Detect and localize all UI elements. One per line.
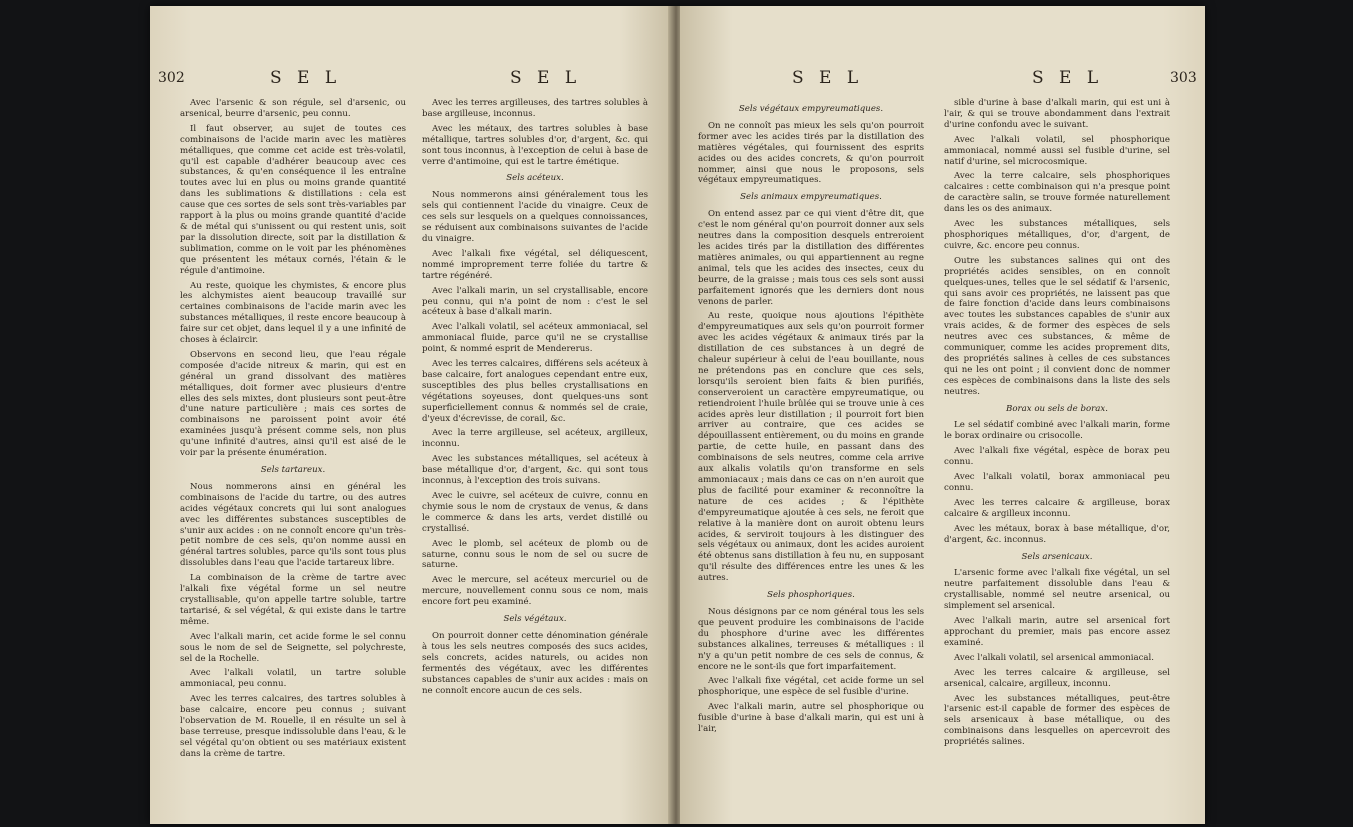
running-head: S E L	[270, 68, 342, 88]
paragraph: Avec l'alkali marin, un sel crystallisable, encore peu connu, qui n'a point de nom : c'est le sel acéteux à base d'alkali marin.	[422, 285, 648, 318]
paragraph: Avec les substances métalliques, peut-être l'arsenic est-il capable de former des espèces de sels arsenicaux à base métallique, ou des combinaisons dans lesquelles on apercevroit des propriétés salines.	[944, 693, 1170, 748]
paragraph: Avec le cuivre, sel acéteux de cuivre, connu en chymie sous le nom de crystaux de venus, & dans le commerce & dans les arts, verdet distillé ou crystallisé.	[422, 491, 648, 534]
book-spread	[150, 6, 1205, 824]
paragraph: Avec le mercure, sel acéteux mercuriel ou de mercure, nouvellement connu sous ce nom, mais encore fort peu examiné.	[422, 575, 648, 608]
section-heading: Sels acéteux.	[506, 173, 564, 184]
paragraph: Nous désignons par ce nom général tous les sels que peuvent produire les combinaisons de l'acide du phosphore d'urine avec les différentes substances alkalines, terreuses & métalliques : il n'y a qu'un petit nombre de ces sels de connus, & encore ne le sont-ils que fort imparfaitement.	[698, 606, 924, 672]
paragraph: Avec les substances métalliques, sel acéteux à base métallique d'or, d'argent, &c. qui sont tous inconnus, à l'exception des trois suivans.	[422, 454, 648, 487]
left-page-header	[150, 68, 672, 90]
paragraph: Au reste, quoique nous ajoutions l'épithète d'empyreumatiques aux sels qu'on pourroit former avec les acides végétaux & animaux tirés par la distillation de ces substances à un degré de chaleur supérieur à celui de l'eau bouillante, nous ne prétendons pas en conclure que ces sels, lorsqu'ils seroient bien faits & bien purifiés, conserveroient un caractère empyreumatique, ou retiendroient l'huile brûlée qui se trouve unie à ces acides après leur distillation ; il pourroit fort bien arriver au contraire, que ces acides se dépouillassent entièrement, ou du moins en grande partie, de cette huile, en passant dans des combinaisons de sels neutres, comme cela arrive aux alkalis volatils qu'on transforme en sels ammoniacaux ; mais dans ce cas on n'en auroit que plus de facilité pour examiner & reconnoître la nature de ces acides ; & l'épithète d'empyreumatique ajoutée à ces sels, ne feroit que relative à la manière dont on auroit obtenu leurs acides, & serviroit toujours à les distinguer des sels végétaux ou animaux, dont les acides auroient été obtenus sans distillation à feu nu, en supposant qu'il résulte des différences entre les unes & les autres.	[698, 311, 924, 584]
paragraph: Avec les terres argilleuses, des tartres solubles à base argilleuse, inconnus.	[422, 98, 648, 119]
paragraph: L'arsenic forme avec l'alkali fixe végétal, un sel neutre parfaitement dissoluble dans l'eau & crystallisable, nommé sel neutre arsenical, ou simplement sel arsenical.	[944, 568, 1170, 612]
paragraph: Avec l'alkali fixe végétal, cet acide forme un sel phosphorique, une espèce de sel fusible d'urine.	[698, 676, 924, 698]
paragraph: Avec l'alkali marin, autre sel phosphorique ou fusible d'urine à base d'alkali marin, qui est uni à l'air,	[698, 702, 924, 735]
section-heading: Sels arsenicaux.	[1021, 551, 1093, 562]
paragraph: sible d'urine à base d'alkali marin, qui est uni à l'air, & qui se trouve abondamment dans l'extrait d'urine confondu avec le suivant.	[944, 98, 1170, 130]
page-number: 303	[1170, 70, 1197, 86]
paragraph: Au reste, quoique les chymistes, & encore plus les alchymistes aient beaucoup travaillé sur certaines combinaisons de l'acide marin avec les substances métalliques, il reste encore beaucoup à faire sur cet objet, dans lequel il y a une infinité de choses à éclaircir.	[180, 280, 406, 346]
paragraph: Avec la terre argilleuse, sel acéteux, argilleux, inconnu.	[422, 428, 648, 450]
paragraph: Le sel sédatif combiné avec l'alkali marin, forme le borax ordinaire ou crisocolle.	[944, 420, 1170, 442]
running-head: S E L	[1032, 68, 1104, 88]
paragraph: Avec l'alkali fixe végétal, sel déliquescent, nommé improprement terre foliée du tartre & tartre régénéré.	[422, 248, 648, 281]
paragraph: Avec les substances métalliques, sels phosphoriques métalliques, d'or, d'argent, de cuivre, &c. encore peu connus.	[944, 219, 1170, 251]
paragraph: Avec les terres calcaire & argilleuse, sel arsenical, calcaire, argilleux, inconnu.	[944, 667, 1170, 689]
section-heading: Borax ou sels de borax.	[1006, 403, 1108, 414]
running-head: S E L	[792, 68, 864, 88]
paragraph: Avec les terres calcaires, différens sels acéteux à base calcaire, fort analogues cependant entre eux, susceptibles des plus belles crystallisations en végétations soyeuses, dont quelques-uns sont superficiellement connus & nommés sel de craie, d'yeux d'écrevisse, de corail, &c.	[422, 359, 648, 424]
paragraph: Outre les substances salines qui ont des propriétés acides sensibles, on en connoît quelques-unes, telles que le sel sédatif & l'arsenic, qui sans avoir ces propriétés, ne laissent pas que de faire fonction d'acide dans leurs combinaisons avec toutes les substances capables de s'unir aux vrais acides, & de former des espèces de sels neutres avec ces substances, & même de communiquer, comme les acides proprement dits, des propriétés salines à celles de ces substances qui ne les ont point ; il convient donc de nommer ces espèces de combinaisons dans la liste des sels neutres.	[944, 255, 1170, 397]
paragraph: Avec l'alkali volatil, sel arsenical ammoniacal.	[954, 652, 1155, 663]
section-heading: Sels tartareux.	[260, 465, 326, 475]
paragraph: Avec les terres calcaires, des tartres solubles à base calcaire, encore peu connus ; suivant l'observation de M. Rouelle, il en résulte un sel à base terreuse, presque indissoluble dans l'eau, & le sel végétal qu'on obtient ou ses matériaux existent dans la crème de tartre.	[180, 694, 406, 759]
paragraph: Observons en second lieu, que l'eau régale composée d'acide nitreux & marin, qui est en général un grand dissolvant des matières métalliques, doit former avec plusieurs d'entre elles des sels mixtes, dont plusieurs sont peut-être d'une nature particulière ; mais ces sortes de combinaisons ne paroissent point avoir été examinées jusqu'à présent comme sels, non plus qu'une infinité d'autres, ainsi qu'il est aisé de le voir par la présente énumération.	[180, 349, 406, 459]
paragraph: Nous nommerons ainsi généralement tous les sels qui contiennent l'acide du vinaigre. Ceux de ces sels sur lesquels on a quelques connoissances, se réduisent aux combinaisons suivantes de l'acide du vinaigre.	[422, 190, 648, 244]
paragraph: Avec l'alkali volatil, sel phosphorique ammoniacal, nommé aussi sel fusible d'urine, sel natif d'urine, sel microcosmique.	[944, 134, 1170, 167]
paragraph: Avec l'alkali marin, autre sel arsenical fort approchant du premier, mais pas encore assez examiné.	[944, 616, 1170, 648]
right-page-column-1	[698, 98, 924, 803]
paragraph: Avec les métaux, borax à base métallique, d'or, d'argent, &c. inconnus.	[944, 523, 1170, 545]
right-page-column-2	[944, 98, 1170, 803]
paragraph: Avec l'alkali volatil, borax ammoniacal peu connu.	[944, 472, 1170, 493]
paragraph: La combinaison de la crème de tartre avec l'alkali fixe végétal forme un sel neutre crystallisable, qu'on appelle tartre soluble, tartre tartarisé, & sel végétal, & qui existe dans le tartre même.	[180, 573, 406, 627]
paragraph: On entend assez par ce qui vient d'être dit, que c'est le nom général qu'on pourroit donner aux sels neutres dans la composition desquels entreroient les acides tirés par la distillation des différentes matières animales, ou qui appartiennent au regne animal, tels que les acides des insectes, ceux du beurre, de la graisse ; mais tous ces sels sont aussi parfaitement ignorés que les derniers dont nous venons de parler.	[698, 209, 924, 307]
page-number: 302	[158, 70, 185, 86]
paragraph: Avec le plomb, sel acéteux de plomb ou de saturne, connu sous le nom de sel ou sucre de saturne.	[422, 538, 648, 571]
paragraph: Avec les terres calcaire & argilleuse, borax calcaire & argilleux inconnu.	[944, 497, 1170, 519]
right-page-header	[680, 68, 1205, 90]
running-head: S E L	[510, 68, 582, 88]
paragraph: Avec la terre calcaire, sels phosphoriques calcaires : cette combinaison qui n'a presque point de caractère salin, se trouve formée naturellement dans les os des animaux.	[944, 171, 1170, 215]
paragraph: Avec l'alkali fixe végétal, espèce de borax peu connu.	[944, 446, 1170, 468]
paragraph: On pourroit donner cette dénomination générale à tous les sels neutres composés des sucs acides, sels concrets, acides naturels, ou acides non fermentés des végétaux, avec les différentes substances capables de s'unir aux acides : mais on ne connoît encore aucun de ces sels.	[422, 630, 648, 696]
section-heading: Sels phosphoriques.	[767, 590, 855, 601]
paragraph: Avec l'alkali volatil, sel acéteux ammoniacal, sel ammoniacal fluide, parce qu'il ne se crystallise point, & nommé esprit de Mendererus.	[422, 322, 648, 355]
section-heading: Sels végétaux empyreumatiques.	[738, 104, 884, 114]
section-heading: Sels végétaux.	[503, 614, 567, 625]
left-page	[150, 6, 672, 824]
paragraph: Avec les métaux, des tartres solubles à base métallique, tartres solubles d'or, d'argent, &c. qui sont tous inconnus, à l'exception de celui à base de verre d'antimoine, qui est le tartre émétique.	[422, 123, 648, 167]
paragraph: On ne connoît pas mieux les sels qu'on pourroit former avec les acides tirés par la distillation des matières végétales, qui fournissent des esprits acides ou des acides concrets, & qu'on pourroit nommer, ainsi que nous le proposons, sels végétaux empyreumatiques.	[698, 120, 924, 186]
left-page-column-2	[422, 98, 648, 803]
paragraph: Avec l'alkali volatil, un tartre soluble ammoniacal, peu connu.	[180, 668, 406, 690]
section-heading: Sels animaux empyreumatiques.	[740, 192, 882, 203]
paragraph: Il faut observer, au sujet de toutes ces combinaisons de l'acide marin avec les matières métalliques, que comme cet acide est très-volatil, qu'il est capable d'adhérer beaucoup avec ces substances, & qu'en conséquence il les entraîne toutes avec lui en plus ou moins grande quantité dans les sublimations & distillations : cela est cause que ces sortes de sels sont très-variables par rapport à la plus ou moins grande quantité d'acide & de métal qui s'unissent ou qui restent unis, soit par la dissolution directe, soit par la distillation & sublimation, comme on le voit par les phénomènes que présentent les métaux cornés, l'étain & le régule d'antimoine.	[180, 123, 406, 276]
paragraph: Avec l'arsenic & son régule, sel d'arsenic, ou arsenical, beurre d'arsenic, peu connu.	[180, 98, 406, 119]
left-page-column-1	[180, 98, 406, 803]
right-page	[680, 6, 1205, 824]
paragraph: Nous nommerons ainsi en général les combinaisons de l'acide du tartre, ou des autres acides végétaux concrets qui lui sont analogues avec les différentes substances susceptibles de s'unir aux acides : on ne connoît encore qu'un très-petit nombre de ces sels, qu'on nomme aussi en général tartres solubles, parce qu'ils sont tous plus dissolubles dans l'eau que l'acide tartareux libre.	[180, 481, 406, 569]
paragraph: Avec l'alkali marin, cet acide forme le sel connu sous le nom de sel de Seignette, sel polychreste, sel de la Rochelle.	[180, 631, 406, 664]
